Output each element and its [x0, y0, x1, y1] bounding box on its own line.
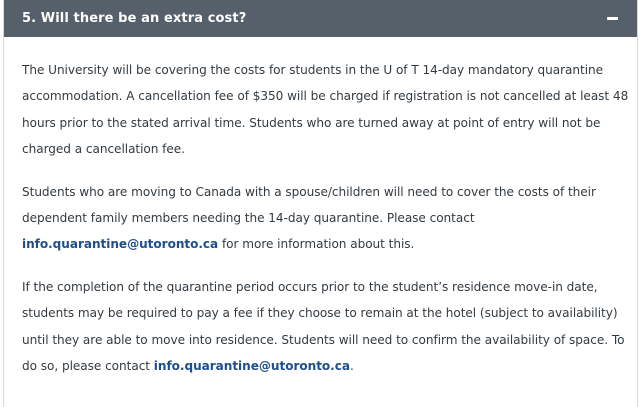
paragraph-3-text: If the completion of the quarantine period occurs prior to the student’s residence move-in date, students may be required to pay a fee if they choose to remain at the hotel (subject to availability) until they are able to move into residence. Students will need to confirm the availability of space. To do so, please contact — [22, 279, 625, 374]
answer-paragraph-2 — [22, 179, 629, 258]
answer-paragraph-3 — [22, 274, 629, 380]
email-link-2[interactable]: info.quarantine@utoronto.ca — [153, 359, 350, 374]
paragraph-3-suffix: . — [349, 359, 354, 374]
paragraph-2-text: Students who are moving to Canada with a spouse/children will need to cover the costs of their dependent family members needing the 14-day quarantine. Please contact — [22, 184, 596, 226]
email-link-1[interactable]: info.quarantine@utoronto.ca — [22, 237, 219, 252]
answer-paragraph-1 — [22, 57, 629, 163]
faq-accordion — [3, 0, 638, 407]
faq-title[interactable]: 5. Will there be an extra cost? — [22, 11, 247, 26]
paragraph-1-text: The University will be covering the costs for students in the U of T 14-day mandatory quarantine accommodation. A cancellation fee of $350 will be charged if registration is not cancelled at least 48 hours prior to the stated arrival time. Students who are turned away at point of entry will not be charged a cancellation fee. — [22, 63, 629, 157]
minus-icon[interactable] — [606, 13, 618, 25]
paragraph-2-suffix: for more information about this. — [221, 237, 415, 252]
faq-header[interactable] — [4, 0, 637, 37]
faq-answer — [4, 37, 637, 379]
